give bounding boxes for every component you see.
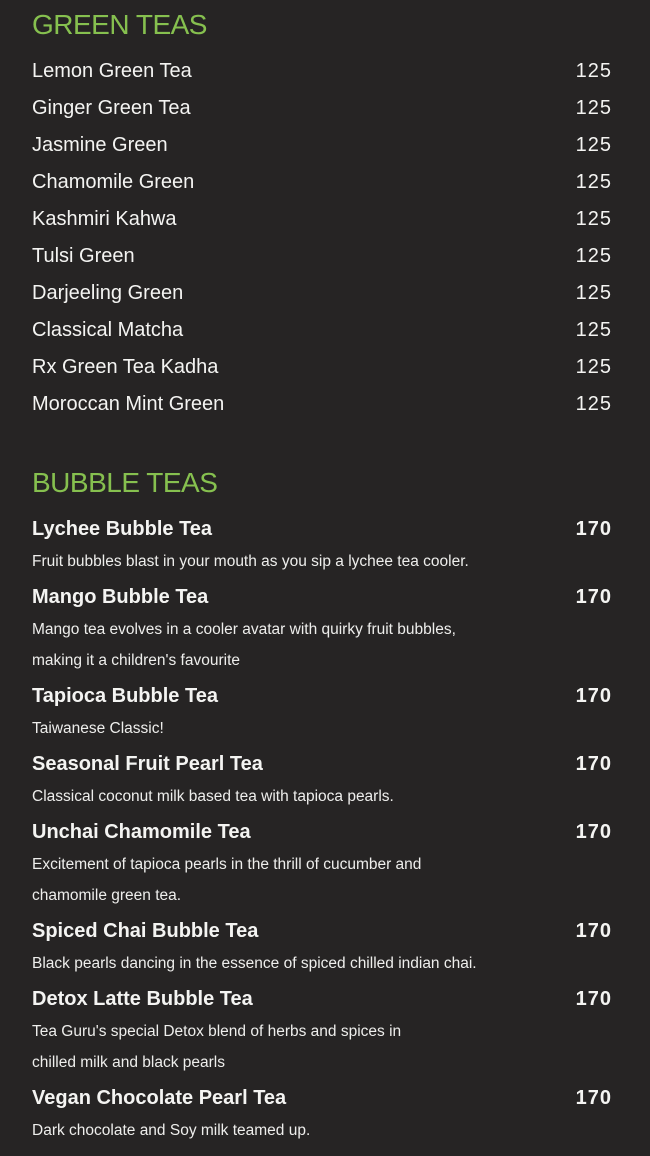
item-name: Moroccan Mint Green [32,393,225,415]
item-name: Classical Matcha [32,319,184,341]
item-description [32,546,512,580]
menu-item [32,90,612,127]
item-description [32,781,512,815]
bubble-teas-list [32,512,612,1149]
item-description [32,614,512,679]
item-name: Unchai Chamomile Tea [32,821,251,843]
green-teas-heading: GREEN TEAS [32,9,207,40]
item-name: Lychee Bubble Tea [32,518,213,540]
item-name: Detox Latte Bubble Tea [32,988,253,1010]
menu-item [32,201,612,238]
menu-item [32,164,612,201]
item-price: 125 [575,245,612,267]
item-description-line: Black pearls dancing in the essence of spiced chilled indian chai. [32,955,477,972]
item-description-line: chamomile green tea. [32,887,182,904]
menu-item [32,386,612,423]
item-name: Mango Bubble Tea [32,586,209,608]
bubble-teas-heading: BUBBLE TEAS [32,467,218,498]
item-description-line: Mango tea evolves in a cooler avatar with quirky fruit bubbles, [32,621,456,638]
menu-item [32,747,612,815]
item-description-line: Fruit bubbles blast in your mouth as you sip a lychee tea cooler. [32,553,469,570]
item-name: Tulsi Green [32,245,135,267]
menu-item [32,679,612,747]
item-price: 125 [575,134,612,156]
menu-item [32,238,612,275]
item-description-line: Excitement of tapioca pearls in the thrill of cucumber and [32,856,422,873]
item-price: 170 [575,685,612,707]
menu-item [32,982,612,1081]
item-price: 170 [575,1087,612,1109]
item-price: 125 [575,208,612,230]
item-name: Jasmine Green [32,134,168,156]
item-price: 125 [575,393,612,415]
menu-item [32,275,612,312]
item-description-line: chilled milk and black pearls [32,1054,225,1071]
item-name: Lemon Green Tea [32,60,192,82]
item-description [32,849,512,914]
menu-item [32,815,612,914]
item-price: 125 [575,282,612,304]
item-description-line: Dark chocolate and Soy milk teamed up. [32,1122,311,1139]
item-description [32,713,512,747]
item-description [32,1016,512,1081]
item-name: Ginger Green Tea [32,97,191,119]
item-description-line: Tea Guru's special Detox blend of herbs and spices in [32,1023,402,1040]
menu-item [32,1081,612,1149]
item-description-line: making it a children's favourite [32,652,241,669]
item-name: Spiced Chai Bubble Tea [32,920,259,942]
item-description [32,1115,512,1149]
green-teas-list [32,53,612,423]
item-price: 125 [575,356,612,378]
menu-item [32,512,612,580]
item-price: 125 [575,171,612,193]
item-name: Chamomile Green [32,171,195,193]
item-price: 125 [575,60,612,82]
item-price: 125 [575,319,612,341]
item-name: Darjeeling Green [32,282,184,304]
item-name: Seasonal Fruit Pearl Tea [32,753,263,775]
item-price: 170 [575,920,612,942]
menu-item [32,349,612,386]
item-description-line: Taiwanese Classic! [32,720,164,737]
item-name: Rx Green Tea Kadha [32,356,219,378]
menu-item [32,53,612,90]
item-price: 170 [575,518,612,540]
menu-item [32,914,612,982]
item-name: Kashmiri Kahwa [32,208,177,230]
item-price: 170 [575,586,612,608]
item-description [32,948,512,982]
item-price: 125 [575,97,612,119]
item-description-line: Classical coconut milk based tea with tapioca pearls. [32,788,394,805]
item-name: Vegan Chocolate Pearl Tea [32,1087,287,1109]
item-name: Tapioca Bubble Tea [32,685,218,707]
item-price: 170 [575,821,612,843]
menu-item [32,312,612,349]
menu-item [32,127,612,164]
item-price: 170 [575,753,612,775]
item-price: 170 [575,988,612,1010]
menu-item [32,580,612,679]
